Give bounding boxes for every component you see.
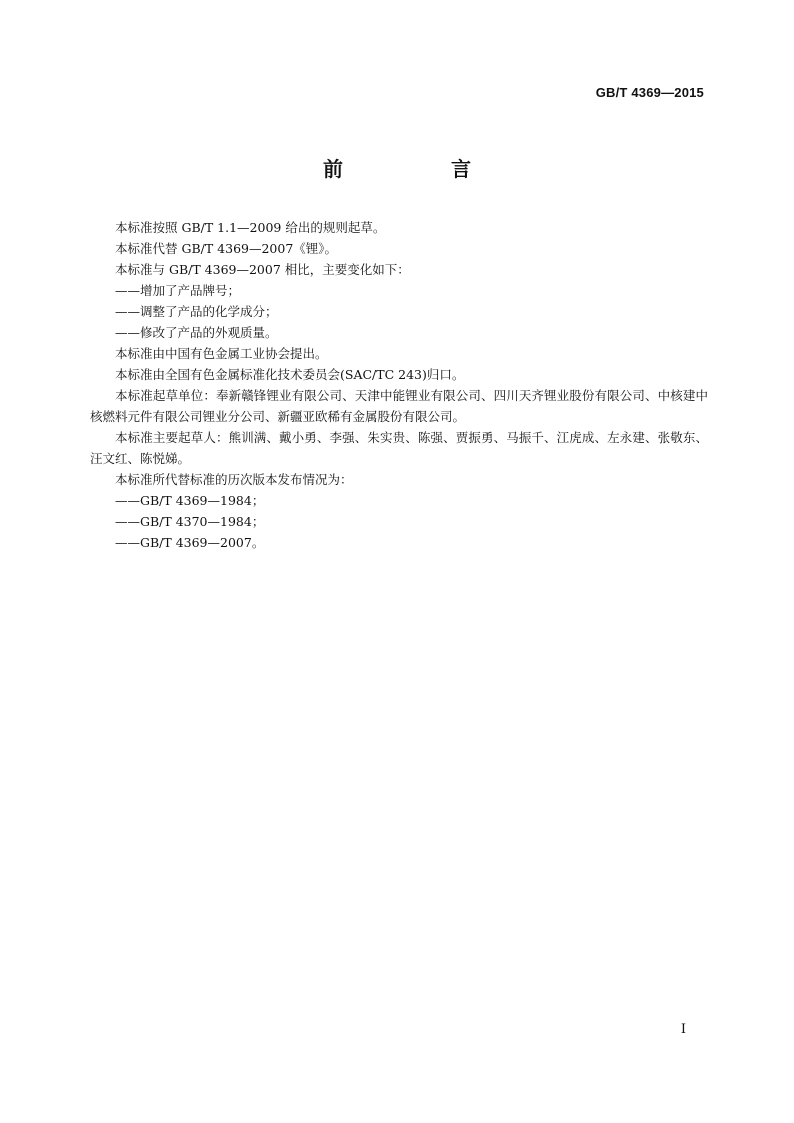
paragraph-previous-editions-intro: 本标准所代替标准的历次版本发布情况为： bbox=[115, 472, 353, 487]
list-item-previous-edition: ——GB/T 4369—1984； bbox=[115, 493, 265, 508]
list-item-change: ——修改了产品的外观质量。 bbox=[115, 325, 278, 340]
page-title: 前 言 bbox=[323, 157, 515, 181]
list-item-change: ——增加了产品牌号； bbox=[115, 283, 241, 298]
paragraph-changes-intro: 本标准与 GB/T 4369—2007 相比，主要变化如下： bbox=[115, 262, 410, 277]
paragraph-drafting-units: 本标准起草单位：奉新赣锋锂业有限公司、天津中能锂业有限公司、四川天齐锂业股份有限公司、中核建中核燃料元件有限公司锂业分公司、新疆亚欧稀有金属股份有限公司。 bbox=[90, 388, 708, 424]
list-item-previous-edition: ——GB/T 4369—2007。 bbox=[115, 535, 265, 550]
paragraph-replaces: 本标准代替 GB/T 4369—2007《锂》。 bbox=[115, 241, 338, 256]
list-item-change: ——调整了产品的化学成分； bbox=[115, 304, 278, 319]
page-number: I bbox=[680, 1022, 686, 1037]
paragraph-under-jurisdiction: 本标准由全国有色金属标准化技术委员会(SAC/TC 243)归口。 bbox=[115, 367, 465, 382]
paragraph-drafters: 本标准主要起草人：熊训满、戴小勇、李强、朱实贵、陈强、贾振勇、马振千、江虎成、左永建、张敬东、汪文红、陈悦娣。 bbox=[90, 430, 708, 466]
paragraph-proposed-by: 本标准由中国有色金属工业协会提出。 bbox=[115, 346, 328, 361]
list-item-previous-edition: ——GB/T 4370—1984； bbox=[115, 514, 265, 529]
foreword-body bbox=[90, 217, 708, 553]
paragraph-drafting-rules: 本标准按照 GB/T 1.1—2009 给出的规则起草。 bbox=[115, 220, 386, 235]
standard-number: GB/T 4369—2015 bbox=[595, 85, 704, 100]
